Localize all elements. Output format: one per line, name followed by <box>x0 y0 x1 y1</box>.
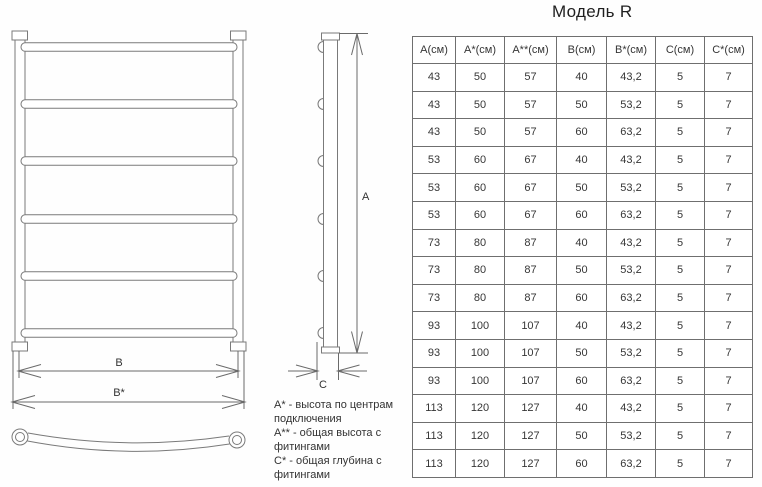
table-cell: 87 <box>505 284 557 312</box>
table-cell: 50 <box>456 64 505 92</box>
right-post <box>233 40 243 342</box>
dimension-width-inner <box>18 351 239 378</box>
table-cell: 60 <box>456 201 505 229</box>
column-header: С*(см) <box>705 37 753 64</box>
table-cell: 100 <box>456 339 505 367</box>
table-cell: 73 <box>413 257 456 285</box>
table-row <box>413 422 753 450</box>
table-cell: 7 <box>705 257 753 285</box>
table-cell: 50 <box>557 91 607 119</box>
table-cell: 73 <box>413 284 456 312</box>
table-cell: 53,2 <box>607 257 656 285</box>
table-cell: 40 <box>557 229 607 257</box>
column-header: А(см) <box>413 37 456 64</box>
table-cell: 7 <box>705 284 753 312</box>
table-cell: 67 <box>505 146 557 174</box>
table-cell: 7 <box>705 91 753 119</box>
dimension-height <box>339 34 370 354</box>
table-cell: 60 <box>456 174 505 202</box>
table-cell: 5 <box>656 257 705 285</box>
table-cell: 107 <box>505 367 557 395</box>
rung <box>21 329 237 338</box>
column-header: С(см) <box>656 37 705 64</box>
table-row <box>413 146 753 174</box>
left-post <box>15 40 25 342</box>
table-cell: 120 <box>456 395 505 423</box>
table-cell: 43,2 <box>607 64 656 92</box>
table-cell: 7 <box>705 395 753 423</box>
table-cell: 50 <box>557 422 607 450</box>
table-cell: 67 <box>505 174 557 202</box>
column-header: В(см) <box>557 37 607 64</box>
left-post-top-cap <box>12 31 28 40</box>
table-cell: 60 <box>557 284 607 312</box>
table-cell: 60 <box>557 201 607 229</box>
table-cell: 7 <box>705 146 753 174</box>
table-cell: 5 <box>656 201 705 229</box>
table-row <box>413 312 753 340</box>
table-cell: 127 <box>505 395 557 423</box>
dimension-legend <box>274 398 404 482</box>
table-cell: 100 <box>456 367 505 395</box>
table-cell: 5 <box>656 119 705 147</box>
legend-item: А** - общая высота с фитингами <box>274 427 382 453</box>
table-cell: 53 <box>413 174 456 202</box>
table-row <box>413 284 753 312</box>
table-cell: 5 <box>656 422 705 450</box>
table-cell: 107 <box>505 312 557 340</box>
table-cell: 50 <box>557 174 607 202</box>
table-cell: 53 <box>413 146 456 174</box>
table-row <box>413 119 753 147</box>
table-cell: 63,2 <box>607 450 656 478</box>
table-cell: 127 <box>505 450 557 478</box>
table-cell: 7 <box>705 119 753 147</box>
table-cell: 5 <box>656 312 705 340</box>
right-post-top-cap <box>231 31 247 40</box>
table-cell: 7 <box>705 312 753 340</box>
table-row <box>413 450 753 478</box>
table-row <box>413 229 753 257</box>
rung-end <box>318 271 324 282</box>
column-header: А*(см) <box>456 37 505 64</box>
legend-item: С* - общая глубина с фитингами <box>274 455 382 481</box>
rung <box>21 43 237 52</box>
table-cell: 63,2 <box>607 119 656 147</box>
table-cell: 7 <box>705 422 753 450</box>
table-cell: 7 <box>705 64 753 92</box>
table-cell: 53,2 <box>607 91 656 119</box>
table-row <box>413 201 753 229</box>
table-cell: 40 <box>557 64 607 92</box>
table-cell: 5 <box>656 367 705 395</box>
table-cell: 120 <box>456 422 505 450</box>
table-body <box>413 64 753 478</box>
rung-end <box>318 214 324 225</box>
dimension-label-C: С <box>319 379 327 391</box>
page-title: Модель R <box>552 2 633 21</box>
table-cell: 5 <box>656 174 705 202</box>
table-cell: 5 <box>656 339 705 367</box>
dimension-label-B: В <box>115 357 123 369</box>
table-cell: 7 <box>705 229 753 257</box>
rung-end <box>318 42 324 53</box>
table-cell: 80 <box>456 284 505 312</box>
table-row <box>413 395 753 423</box>
table-cell: 50 <box>456 119 505 147</box>
table-row <box>413 339 753 367</box>
table-cell: 5 <box>656 450 705 478</box>
rung-end <box>318 156 324 167</box>
table-cell: 127 <box>505 422 557 450</box>
table-cell: 113 <box>413 450 456 478</box>
front-view-drawing <box>12 31 246 351</box>
table-cell: 43,2 <box>607 395 656 423</box>
table-cell: 43 <box>413 64 456 92</box>
right-post-foot <box>231 342 247 351</box>
table-cell: 67 <box>505 201 557 229</box>
table-cell: 113 <box>413 395 456 423</box>
table-cell: 87 <box>505 229 557 257</box>
left-post-foot <box>12 342 28 351</box>
table-cell: 5 <box>656 146 705 174</box>
table-cell: 73 <box>413 229 456 257</box>
side-post-foot <box>322 347 340 353</box>
column-header: А**(см) <box>505 37 557 64</box>
table-cell: 53,2 <box>607 339 656 367</box>
table-cell: 7 <box>705 174 753 202</box>
table-cell: 93 <box>413 339 456 367</box>
table-cell: 53 <box>413 201 456 229</box>
table-cell: 57 <box>505 119 557 147</box>
dimension-label-B-star: В* <box>113 387 125 399</box>
table-cell: 80 <box>456 257 505 285</box>
side-post-top-cap <box>322 33 340 40</box>
dimensions-table <box>412 36 753 478</box>
table-cell: 80 <box>456 229 505 257</box>
table-cell: 93 <box>413 312 456 340</box>
table-cell: 43 <box>413 91 456 119</box>
table-cell: 43 <box>413 119 456 147</box>
table-row <box>413 64 753 92</box>
table-cell: 87 <box>505 257 557 285</box>
table-cell: 43,2 <box>607 312 656 340</box>
side-post <box>324 40 338 347</box>
table-cell: 43,2 <box>607 146 656 174</box>
table-row <box>413 367 753 395</box>
table-cell: 63,2 <box>607 367 656 395</box>
table-cell: 50 <box>557 339 607 367</box>
rung <box>21 215 237 224</box>
table-cell: 107 <box>505 339 557 367</box>
table-cell: 57 <box>505 64 557 92</box>
side-view-drawing <box>318 33 340 353</box>
legend-item: А* - высота по центрам подключения <box>274 399 394 425</box>
table-cell: 100 <box>456 312 505 340</box>
table-cell: 60 <box>557 450 607 478</box>
table-cell: 93 <box>413 367 456 395</box>
table-cell: 7 <box>705 201 753 229</box>
table-row <box>413 91 753 119</box>
dimension-width-outer <box>12 351 245 409</box>
table-cell: 7 <box>705 367 753 395</box>
table-cell: 53,2 <box>607 174 656 202</box>
rung <box>21 272 237 281</box>
table-cell: 50 <box>456 91 505 119</box>
table-header-row <box>413 37 753 64</box>
table-cell: 60 <box>557 367 607 395</box>
table-cell: 7 <box>705 339 753 367</box>
table-cell: 5 <box>656 64 705 92</box>
table-cell: 60 <box>456 146 505 174</box>
table-cell: 43,2 <box>607 229 656 257</box>
table-cell: 53,2 <box>607 422 656 450</box>
table-cell: 120 <box>456 450 505 478</box>
table-row <box>413 257 753 285</box>
table-cell: 60 <box>557 119 607 147</box>
table-row <box>413 174 753 202</box>
table-cell: 40 <box>557 146 607 174</box>
curved-rung-top-edge <box>28 433 229 443</box>
table-cell: 7 <box>705 450 753 478</box>
table-cell: 5 <box>656 284 705 312</box>
table-cell: 40 <box>557 395 607 423</box>
rung <box>21 100 237 109</box>
rung <box>21 157 237 166</box>
table-cell: 40 <box>557 312 607 340</box>
table-cell: 5 <box>656 229 705 257</box>
dimension-label-A: А <box>362 191 370 203</box>
bottom-view-arc <box>12 429 245 451</box>
table-cell: 113 <box>413 422 456 450</box>
rung-end <box>318 328 324 339</box>
table-cell: 63,2 <box>607 284 656 312</box>
table-cell: 5 <box>656 91 705 119</box>
rung-end <box>318 99 324 110</box>
table-cell: 57 <box>505 91 557 119</box>
table-cell: 63,2 <box>607 201 656 229</box>
column-header: В*(см) <box>607 37 656 64</box>
table-cell: 50 <box>557 257 607 285</box>
table-cell: 5 <box>656 395 705 423</box>
